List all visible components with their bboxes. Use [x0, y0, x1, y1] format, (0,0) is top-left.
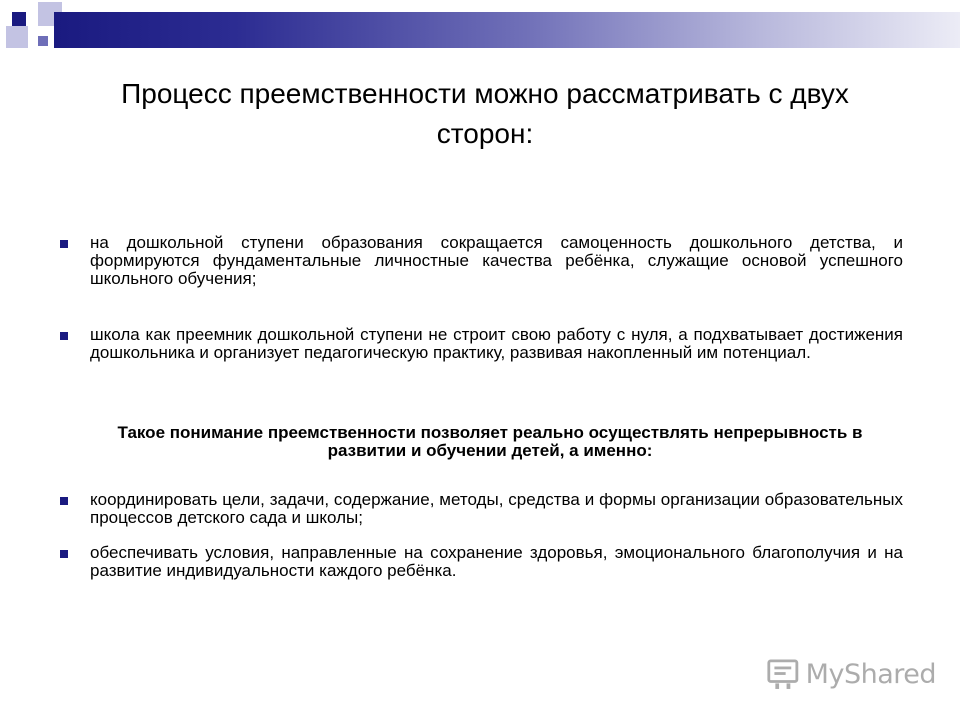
list-item	[60, 491, 903, 527]
square-bullet-icon	[60, 240, 68, 248]
chalkboard-icon	[766, 656, 800, 692]
bullet-text: на дошкольной ступени образования сокращается самоценность дошкольного детства, и формируются фундаментальные личностные качества ребёнка, служащие основой успешного школьного обучения;	[90, 233, 903, 288]
square-bullet-icon	[60, 550, 68, 558]
bullet-text: обеспечивать условия, направленные на сохранение здоровья, эмоционального благополучия и на развитие индивидуальности каждого ребёнка.	[90, 543, 903, 580]
bullet-list-goals	[60, 491, 903, 580]
decor-square-dark	[12, 12, 26, 26]
decor-square-mid	[38, 36, 48, 46]
list-item	[60, 234, 903, 288]
header-gradient-bar	[54, 12, 960, 48]
slide-title: Процесс преемственности можно рассматривать с двух сторон:	[121, 78, 849, 149]
watermark-text: MyShared	[805, 658, 936, 690]
bullet-text: координировать цели, задачи, содержание, методы, средства и формы организации образовательных процессов детского сада и школы;	[90, 490, 903, 527]
list-item	[60, 326, 903, 362]
bullet-list-sides	[60, 234, 903, 362]
square-bullet-icon	[60, 497, 68, 505]
myshared-watermark	[766, 654, 936, 694]
bullet-text: школа как преемник дошкольной ступени не строит свою работу с нуля, а подхватывает достижения дошкольника и организует педагогическую практику, развивая накопленный им потенциал.	[90, 325, 903, 362]
list-item	[60, 544, 903, 580]
square-bullet-icon	[60, 332, 68, 340]
decor-square-light	[6, 26, 28, 48]
emphasis-statement: Такое понимание преемственности позволяет реально осуществлять непрерывность в развитии и обучении детей, а именно:	[117, 423, 863, 460]
